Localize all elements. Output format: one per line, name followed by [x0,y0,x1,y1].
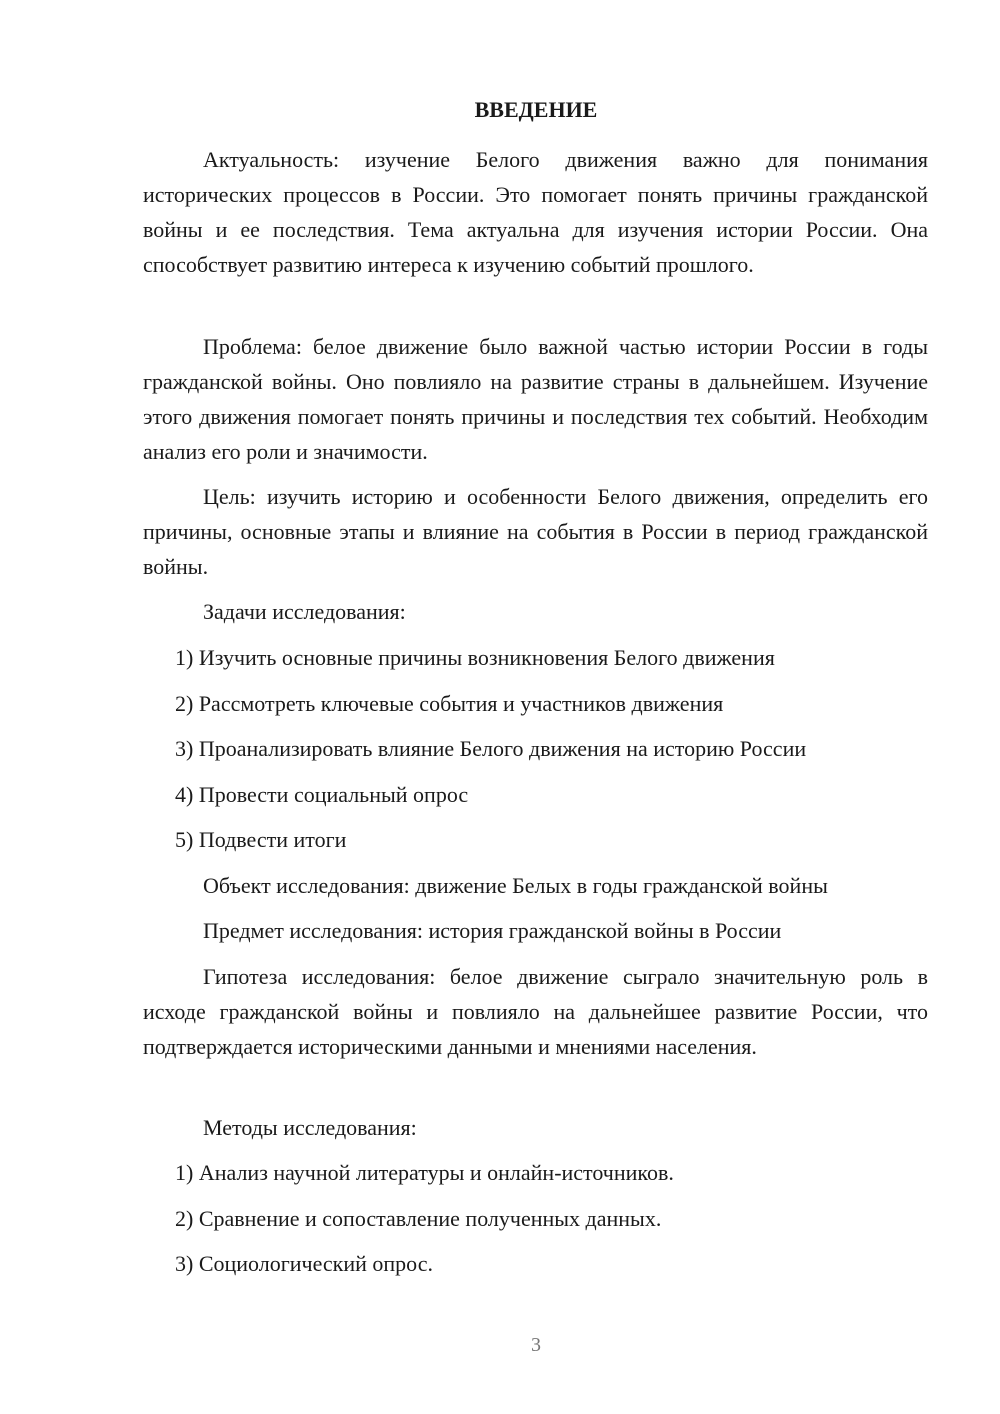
page-title: ВВЕДЕНИЕ [474,97,598,122]
task-item: 4) Провести социальный опрос [175,782,469,807]
task-item: 1) Изучить основные причины возникновения Белого движения [175,645,775,670]
task-item: 2) Рассмотреть ключевые события и участников движения [175,691,724,716]
task-item: 3) Проанализировать влияние Белого движения на историю России [175,736,807,761]
method-item: 2) Сравнение и сопоставление полученных данных. [175,1206,662,1231]
hypothesis-paragraph: Гипотеза исследования: белое движение сыграло значительную роль в исходе гражданской войны и повлияло на дальнейшее развитие России, что подтверждается историческими данными и мнениями населения. [143,964,928,1059]
research-subject: Предмет исследования: история гражданской войны в России [203,918,782,943]
method-item: 3) Социологический опрос. [175,1251,433,1276]
research-object: Объект исследования: движение Белых в годы гражданской войны [203,873,828,898]
method-item: 1) Анализ научной литературы и онлайн-источников. [175,1160,674,1185]
relevance-paragraph: Актуальность: изучение Белого движения важно для понимания исторических процессов в России. Это помогает понять причины гражданской войны и ее последствия. Тема актуальна для изучения истории России. Она способствует развитию интереса к изучению событий прошлого. [143,147,928,277]
goal-paragraph: Цель: изучить историю и особенности Белого движения, определить его причины, основные этапы и влияние на события в России в период гражданской войны. [143,484,928,579]
methods-heading: Методы исследования: [203,1115,417,1140]
problem-paragraph: Проблема: белое движение было важной частью истории России в годы гражданской войны. Оно повлияло на развитие страны в дальнейшем. Изучение этого движения помогает понять причины и последствия тех событий. Необходим анализ его роли и значимости. [143,334,928,464]
task-item: 5) Подвести итоги [175,827,347,852]
page-number: 3 [531,1334,541,1356]
tasks-heading: Задачи исследования: [203,599,406,624]
